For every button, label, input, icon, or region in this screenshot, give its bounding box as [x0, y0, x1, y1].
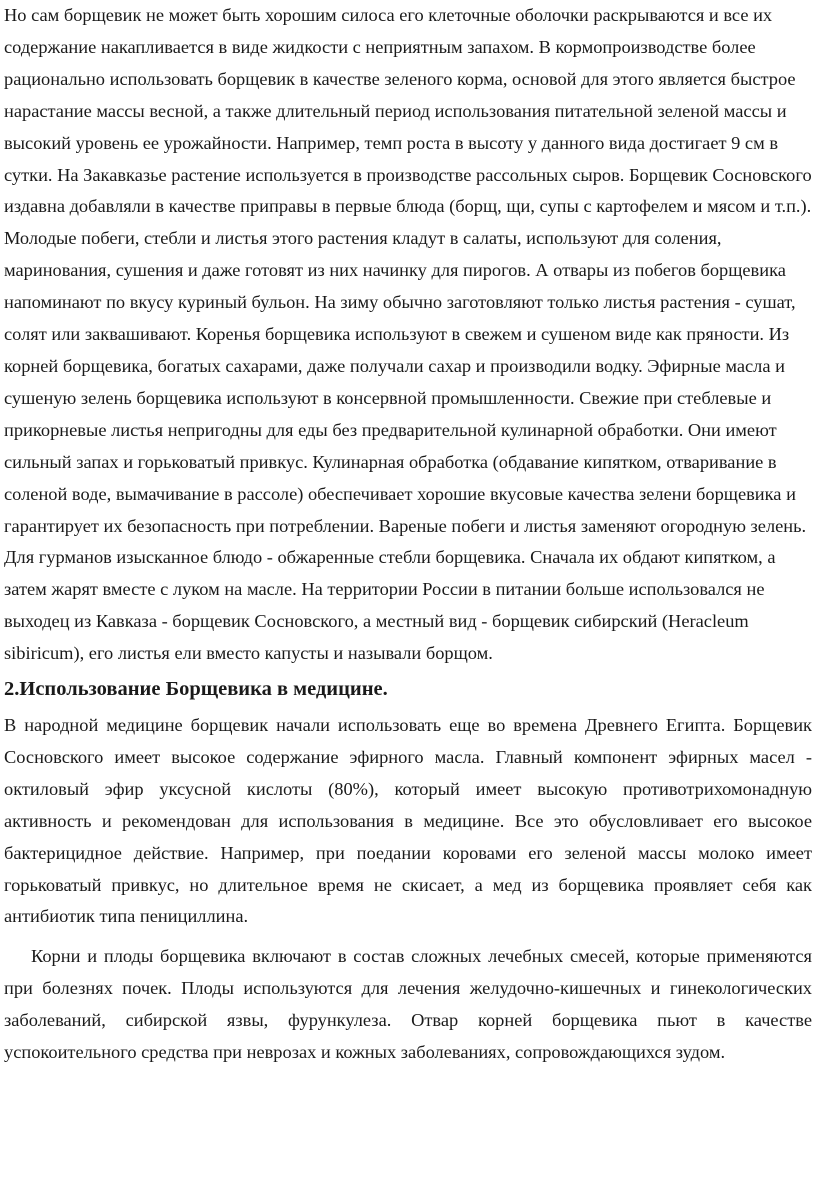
paragraph-medicine-history: В народной медицине борщевик начали использовать еще во времена Древнего Египта. Борщевик Сосновского имеет высокое содержание эфирного масла. Главный компонент эфирных масел - октиловый эфир уксусной кислоты (80%), который имеет высокую противотрихомонадную активность и рекомендован для использования в медицине. Все это обусловливает его высокое бактерицидное действие. Например, при поедании коровами его зеленой массы молоко имеет горьковатый привкус, но длительное время не скисает, а мед из борщевика проявляет себя как антибиотик типа пенициллина.: [4, 715, 812, 927]
paragraph-roots-and-fruits: Корни и плоды борщевика включают в состав сложных лечебных смесей, которые применяются при болезнях почек. Плоды используются для лечения желудочно-кишечных и гинекологических заболеваний, сибирской язвы, фурункулеза. Отвар корней борщевика пьют в качестве успокоительного средства при неврозах и кожных заболеваниях, сопровождающихся зудом.: [4, 946, 812, 1063]
document-page: [4, 0, 812, 1069]
paragraph-culinary-use: Но сам борщевик не может быть хорошим силоса его клеточные оболочки раскрываются и все их содержание накапливается в виде жидкости с неприятным запахом. В кормопроизводстве более рационально использовать борщевик в качестве зеленого корма, основой для этого является быстрое нарастание массы весной, а также длительный период использования питательной зеленой массы и высокий уровень ее урожайности. Например, темп роста в высоту у данного вида достигает 9 см в сутки. На Закавказье растение используется в производстве рассольных сыров. Борщевик Сосновского издавна добавляли в качестве приправы в первые блюда (борщ, щи, супы с картофелем и мясом и т.п.). Молодые побеги, стебли и листья этого растения кладут в салаты, используют для соления, маринования, сушения и даже готовят из них начинку для пирогов. А отвары из побегов борщевика напоминают по вкусу куриный бульон. На зиму обычно заготовляют только листья растения - сушат, солят или заквашивают. Коренья борщевика используют в свежем и сушеном виде как пряности. Из корней борщевика, богатых сахарами, даже получали сахар и производили водку. Эфирные масла и сушеную зелень борщевика используют в консервной промышленности. Свежие при стеблевые и прикорневые листья непригодны для еды без предварительной кулинарной обработки. Они имеют сильный запах и горьковатый привкус. Кулинарная обработка (обдавание кипятком, отваривание в соленой воде, вымачивание в рассоле) обеспечивает хорошие вкусовые качества зелени борщевика и гарантирует их безопасность при потреблении. Вареные побеги и листья заменяют огородную зелень. Для гурманов изысканное блюдо - обжаренные стебли борщевика. Сначала их обдают кипятком, а затем жарят вместе с луком на масле. На территории России в питании больше использовался не выходец из Кавказа - борщевик Сосновского, а местный вид - борщевик сибирский (Heracleum sibiricum), его листья ели вместо капусты и называли борщом.: [4, 5, 812, 664]
section-heading-medicine: 2.Использование Борщевика в медицине.: [4, 678, 388, 701]
